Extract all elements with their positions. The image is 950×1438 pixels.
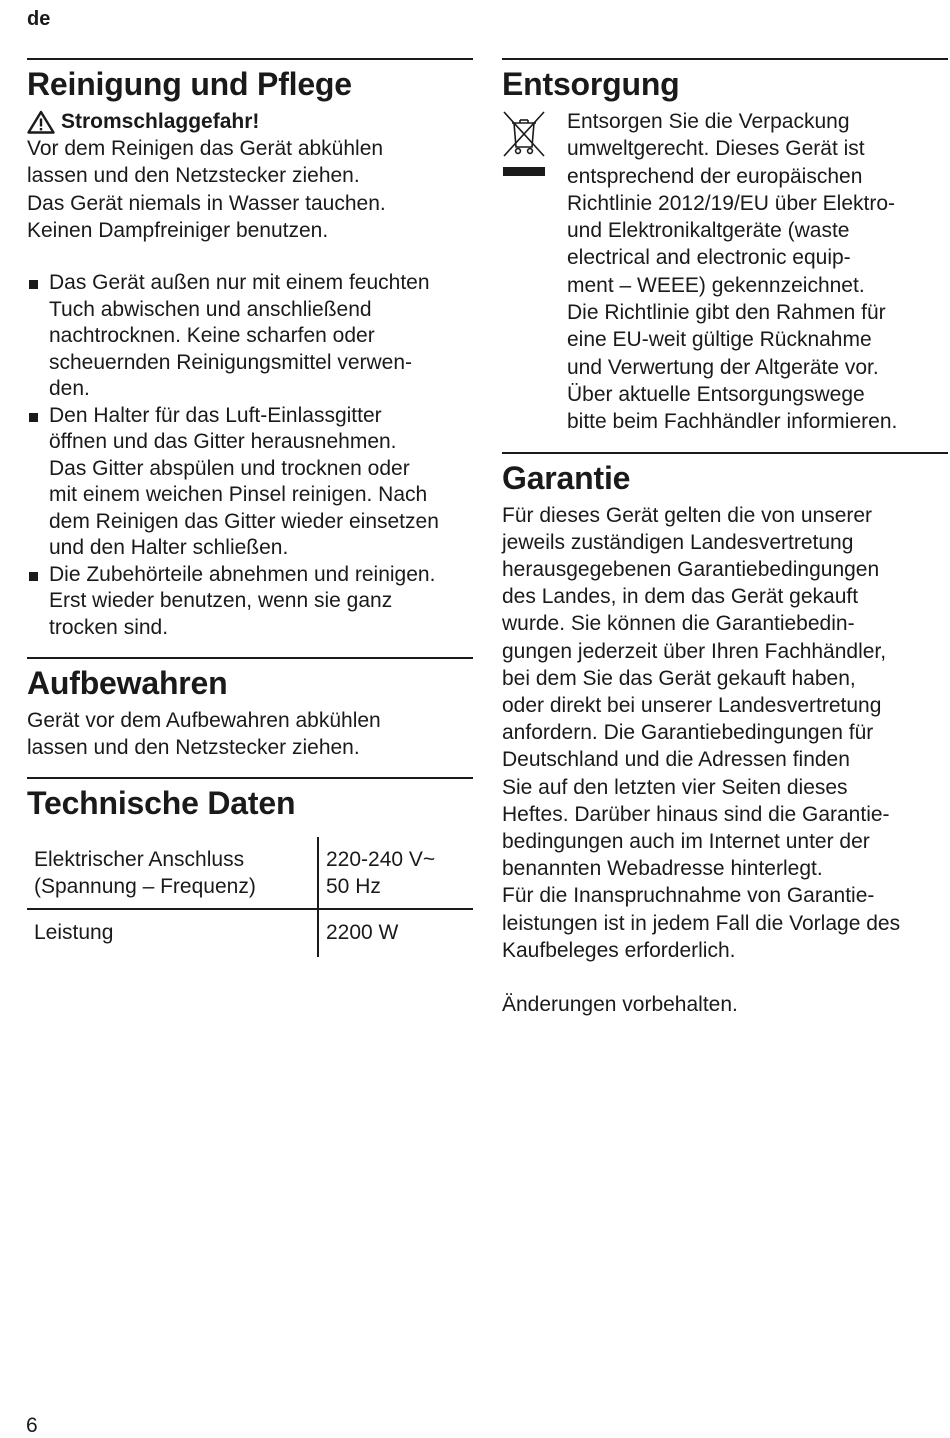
page-number: 6 bbox=[26, 1414, 38, 1437]
tech-title: Technische Daten bbox=[27, 785, 296, 822]
warning-text bbox=[27, 135, 473, 244]
text-line: Das Gerät niemals in Wasser tauchen. bbox=[27, 191, 386, 215]
text-line: lassen und den Netzstecker ziehen. bbox=[27, 164, 360, 188]
tech-section bbox=[27, 777, 473, 957]
text-line: bitte beim Fachhändler informieren. bbox=[567, 410, 898, 434]
table-row bbox=[27, 837, 473, 909]
tech-data-table bbox=[27, 837, 473, 957]
storage-title: Aufbewahren bbox=[27, 665, 228, 702]
language-code: de bbox=[27, 8, 51, 30]
table-cell-label bbox=[27, 909, 318, 957]
text-line: scheuernden Reinigungsmittel verwen- bbox=[49, 350, 413, 374]
table-cell-label bbox=[27, 837, 318, 909]
text-line: Für dieses Gerät gelten die von unserer bbox=[502, 503, 873, 527]
text-line: Die Richtlinie gibt den Rahmen für bbox=[567, 301, 886, 325]
text-line: Erst wieder benutzen, wenn sie ganz bbox=[49, 589, 393, 613]
table-cell-value bbox=[318, 837, 473, 909]
left-column bbox=[27, 58, 473, 957]
text-line: herausgegebenen Garantiebedingungen bbox=[502, 557, 880, 581]
text-line: Richtlinie 2012/19/EU über Elektro- bbox=[567, 191, 896, 215]
text-line: den. bbox=[49, 377, 90, 401]
changes-note: Änderungen vorbehalten. bbox=[502, 993, 738, 1017]
text-line: Leistung bbox=[34, 921, 114, 945]
text-line: öffnen und das Gitter herausnehmen. bbox=[49, 430, 397, 454]
text-line: (Spannung – Frequenz) bbox=[34, 874, 256, 898]
text-line: 220-240 V~ bbox=[326, 848, 436, 872]
text-line: entsprechend der europäischen bbox=[567, 164, 863, 188]
text-line: lassen und den Netzstecker ziehen. bbox=[27, 736, 360, 760]
right-column bbox=[502, 58, 948, 1018]
storage-section bbox=[27, 657, 473, 761]
text-line: trocken sind. bbox=[49, 615, 169, 639]
text-line: Heftes. Darüber hinaus sind die Garantie- bbox=[502, 802, 890, 826]
text-line: bedingungen auch im Internet unter der bbox=[502, 830, 870, 853]
text-line: Die Zubehörteile abnehmen und reinigen. bbox=[49, 562, 436, 586]
table-row bbox=[27, 909, 473, 957]
crossed-out-wheelie-bin-icon bbox=[502, 110, 546, 184]
table-cell-value bbox=[318, 909, 473, 957]
warranty-text bbox=[502, 502, 948, 964]
text-line: Gerät vor dem Aufbewahren abkühlen bbox=[27, 709, 381, 733]
warranty-section bbox=[502, 452, 948, 1019]
disposal-section bbox=[502, 58, 948, 436]
text-line: ment – WEEE) gekennzeichnet. bbox=[567, 273, 865, 297]
text-line: bei dem Sie das Gerät gekauft haben, bbox=[502, 666, 856, 690]
warning-triangle-icon bbox=[27, 110, 55, 134]
text-line: wurde. Sie können die Garantiebedin- bbox=[502, 612, 855, 636]
text-line: benannten Webadresse hinterlegt. bbox=[502, 857, 823, 881]
text-line: Keinen Dampfreiniger benutzen. bbox=[27, 218, 329, 242]
text-line: eine EU-weit gültige Rücknahme bbox=[567, 328, 872, 352]
text-line: gungen jederzeit über Ihren Fachhändler, bbox=[502, 639, 887, 663]
text-line: Über aktuelle Entsorgungswege bbox=[567, 382, 865, 406]
cleaning-section bbox=[27, 58, 473, 641]
text-line: 2200 W bbox=[326, 921, 399, 945]
warning-title: Stromschlaggefahr! bbox=[61, 110, 260, 133]
text-line: Den Halter für das Luft-Einlassgitter bbox=[49, 403, 382, 427]
text-line: 50 Hz bbox=[326, 874, 381, 898]
list-item bbox=[27, 403, 473, 562]
text-line: dem Reinigen das Gitter wieder einsetzen bbox=[49, 509, 439, 533]
text-line: Für die Inanspruchnahme von Garantie- bbox=[502, 884, 875, 908]
warranty-title: Garantie bbox=[502, 459, 631, 496]
text-line: nachtrocknen. Keine scharfen oder bbox=[49, 324, 375, 348]
text-line: Sie auf den letzten vier Seiten dieses bbox=[502, 775, 848, 799]
text-line: electrical and electronic equip- bbox=[567, 246, 851, 270]
text-line: leistungen ist in jedem Fall die Vorlage des bbox=[502, 911, 901, 935]
text-line: und Elektronikaltgeräte (waste bbox=[567, 219, 850, 243]
disposal-title: Entsorgung bbox=[502, 66, 680, 102]
text-line: anfordern. Die Garantiebedingungen für bbox=[502, 721, 874, 745]
text-line: Deutschland und die Adressen finden bbox=[502, 748, 850, 772]
text-line: Vor dem Reinigen das Gerät abkühlen bbox=[27, 137, 384, 161]
cleaning-steps-list bbox=[27, 270, 473, 641]
disposal-text bbox=[567, 108, 897, 436]
warning-heading bbox=[27, 108, 473, 135]
weee-symbol bbox=[502, 108, 567, 436]
text-line: und Verwertung der Altgeräte vor. bbox=[567, 355, 879, 379]
cleaning-title: Reinigung und Pflege bbox=[27, 66, 352, 102]
text-line: Tuch abwischen und anschließend bbox=[49, 297, 372, 321]
text-line: Kaufbeleges erforderlich. bbox=[502, 938, 736, 962]
list-item bbox=[27, 270, 473, 403]
text-line: und den Halter schließen. bbox=[49, 536, 289, 560]
text-line: mit einem weichen Pinsel reinigen. Nach bbox=[49, 483, 428, 507]
text-line: des Landes, in dem das Gerät gekauft bbox=[502, 585, 859, 609]
text-line: Entsorgen Sie die Verpackung bbox=[567, 110, 850, 133]
text-line: jeweils zuständigen Landesvertretung bbox=[502, 530, 854, 554]
list-item bbox=[27, 562, 473, 642]
text-line: oder direkt bei unserer Landesvertretung bbox=[502, 693, 882, 717]
disposal-body bbox=[502, 108, 948, 436]
text-line: Das Gitter abspülen und trocknen oder bbox=[49, 456, 410, 480]
text-line: Das Gerät außen nur mit einem feuchten bbox=[49, 271, 430, 295]
text-line: Elektrischer Anschluss bbox=[34, 848, 245, 872]
text-line: umweltgerecht. Dieses Gerät ist bbox=[567, 137, 865, 161]
